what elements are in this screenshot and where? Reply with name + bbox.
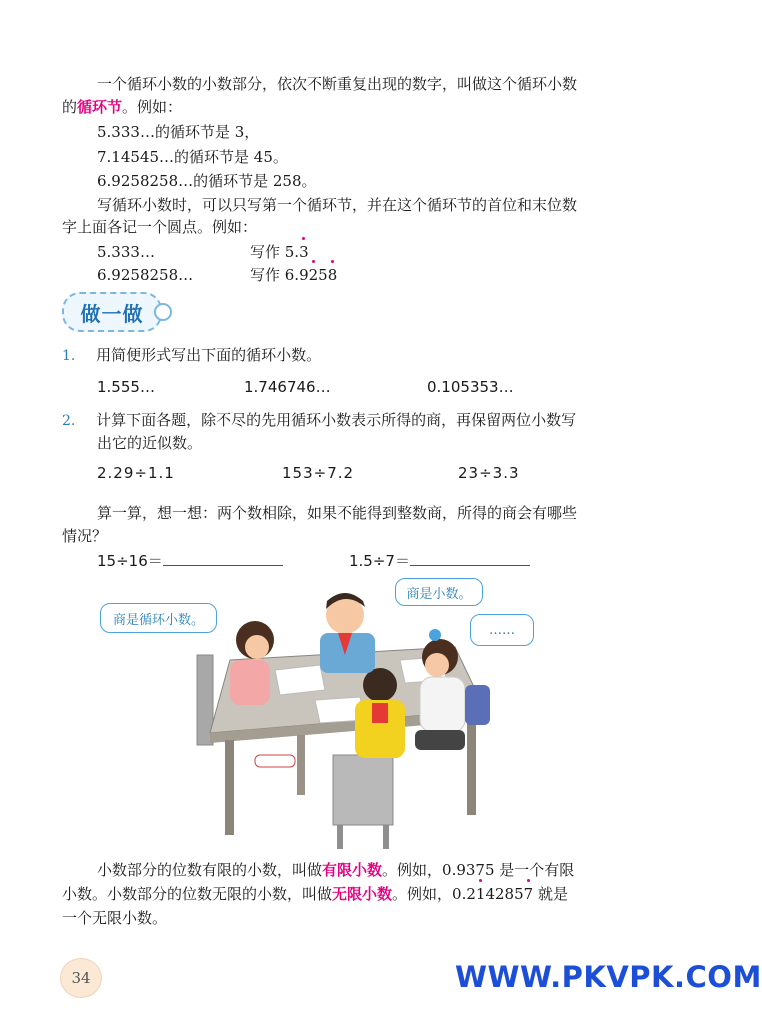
question-2-line-1 (62, 408, 576, 433)
practice-badge-label: 做一做 (80, 301, 144, 326)
answer-blank-2[interactable] (410, 551, 530, 566)
finite-line-1-pre: 小数部分的位数有限的小数，叫做 (97, 861, 323, 879)
q1-item-2: 1.746746… (244, 378, 331, 396)
term-infinite-decimal: 无限小数 (332, 885, 393, 903)
answer-blank-1[interactable] (163, 551, 283, 566)
intro-line-2-post: 。例如： (122, 98, 183, 116)
watermark: WWW.PKVPK.COM (455, 960, 762, 994)
example-5-right (250, 263, 337, 287)
intro-line-1: 一个循环小数的小数部分，依次不断重复出现的数字，叫做这个循环小数 (97, 75, 578, 93)
finite-line-2 (62, 882, 568, 906)
speech-bubble-top-text: 商是小数。 (406, 586, 472, 602)
girl-left-dress (230, 660, 270, 705)
example-3: 6.9258258…的循环节是 258。 (97, 172, 317, 190)
intro-line-2-pre: 的 (62, 98, 78, 116)
term-finite-decimal: 有限小数 (322, 861, 383, 879)
example-5-left: 6.9258258… (97, 266, 194, 284)
speech-bubble-right (470, 614, 534, 646)
page-number-badge (60, 958, 102, 998)
practice-badge (62, 292, 162, 332)
paper-1 (275, 665, 325, 695)
question-1 (62, 343, 321, 368)
front-chair-back (333, 755, 393, 825)
think-line-1: 算一算，想一想：两个数相除，如果不能得到整数商，所得的商会有哪些 (97, 504, 578, 522)
children-at-table-illustration (185, 585, 515, 850)
write-line-1: 写循环小数时，可以只写第一个循环节，并在这个循环节的首位和末位数 (97, 196, 578, 214)
ex4-dotted-digit: 3 (299, 240, 309, 264)
ex5-dotted-last: 8 (328, 263, 338, 287)
speech-bubble-right-text: …… (489, 622, 515, 638)
q2-item-1: 2.29÷1.1 (97, 464, 175, 482)
question-1-number: 1. (62, 348, 76, 364)
question-2-number: 2. (62, 413, 76, 429)
question-1-text: 用简便形式写出下面的循环小数。 (96, 346, 322, 364)
page-number: 34 (71, 969, 91, 987)
question-2-line-2: 出它的近似数。 (97, 434, 203, 452)
finite-line-3: 一个无限小数。 (62, 909, 168, 927)
infinite-dotted-last: 7 (524, 882, 534, 906)
finite-line-2-pre: 小数。小数部分的位数无限的小数，叫做 (62, 885, 333, 903)
question-2-text-1: 计算下面各题，除不尽的先用循环小数表示所得的商，再保留两位小数写 (96, 411, 577, 429)
ex5-mid: 5 (318, 266, 328, 284)
infinite-dotted-first: 1 (476, 882, 486, 906)
example-4-right (250, 240, 309, 264)
q1-item-1: 1.555… (97, 378, 155, 396)
badge-tail-icon (154, 303, 172, 321)
q1-item-3: 0.105353… (427, 378, 514, 396)
backpack (465, 685, 490, 725)
intro-line-2 (62, 95, 182, 119)
ex5-prefix: 写作 6.9 (250, 266, 309, 284)
q2-item-2: 153÷7.2 (282, 464, 355, 482)
speech-bubble-top (395, 578, 483, 606)
finite-line-2-post-a: 。例如，0.2 (392, 885, 476, 903)
finite-line-1-post: 。例如，0.9375 是一个有限 (382, 861, 575, 879)
ex5-dotted-first: 2 (309, 263, 319, 287)
think-line-2: 情况？ (62, 527, 108, 545)
example-1: 5.333…的循环节是 3， (97, 123, 260, 141)
example-4-left: 5.333… (97, 243, 155, 261)
write-line-2: 字上面各记一个圆点。例如： (62, 218, 258, 236)
equation-1 (97, 550, 283, 571)
equation-1-text: 15÷16＝ (97, 552, 163, 570)
finite-line-1 (97, 858, 574, 882)
girl-right-shirt (420, 677, 465, 732)
finite-line-2-post-b: 就是 (533, 885, 568, 903)
infinite-mid: 4285 (485, 885, 524, 903)
q2-item-3: 23÷3.3 (458, 464, 520, 482)
speech-bubble-left-text: 商是循环小数。 (112, 612, 204, 628)
term-repetend: 循环节 (77, 98, 123, 116)
equation-2 (349, 550, 530, 571)
boy-front-head (363, 668, 397, 702)
example-2: 7.14545…的循环节是 45。 (97, 148, 288, 166)
equation-2-text: 1.5÷7＝ (349, 552, 410, 570)
ex4-prefix: 写作 5. (250, 243, 300, 261)
speech-bubble-left (100, 603, 217, 633)
